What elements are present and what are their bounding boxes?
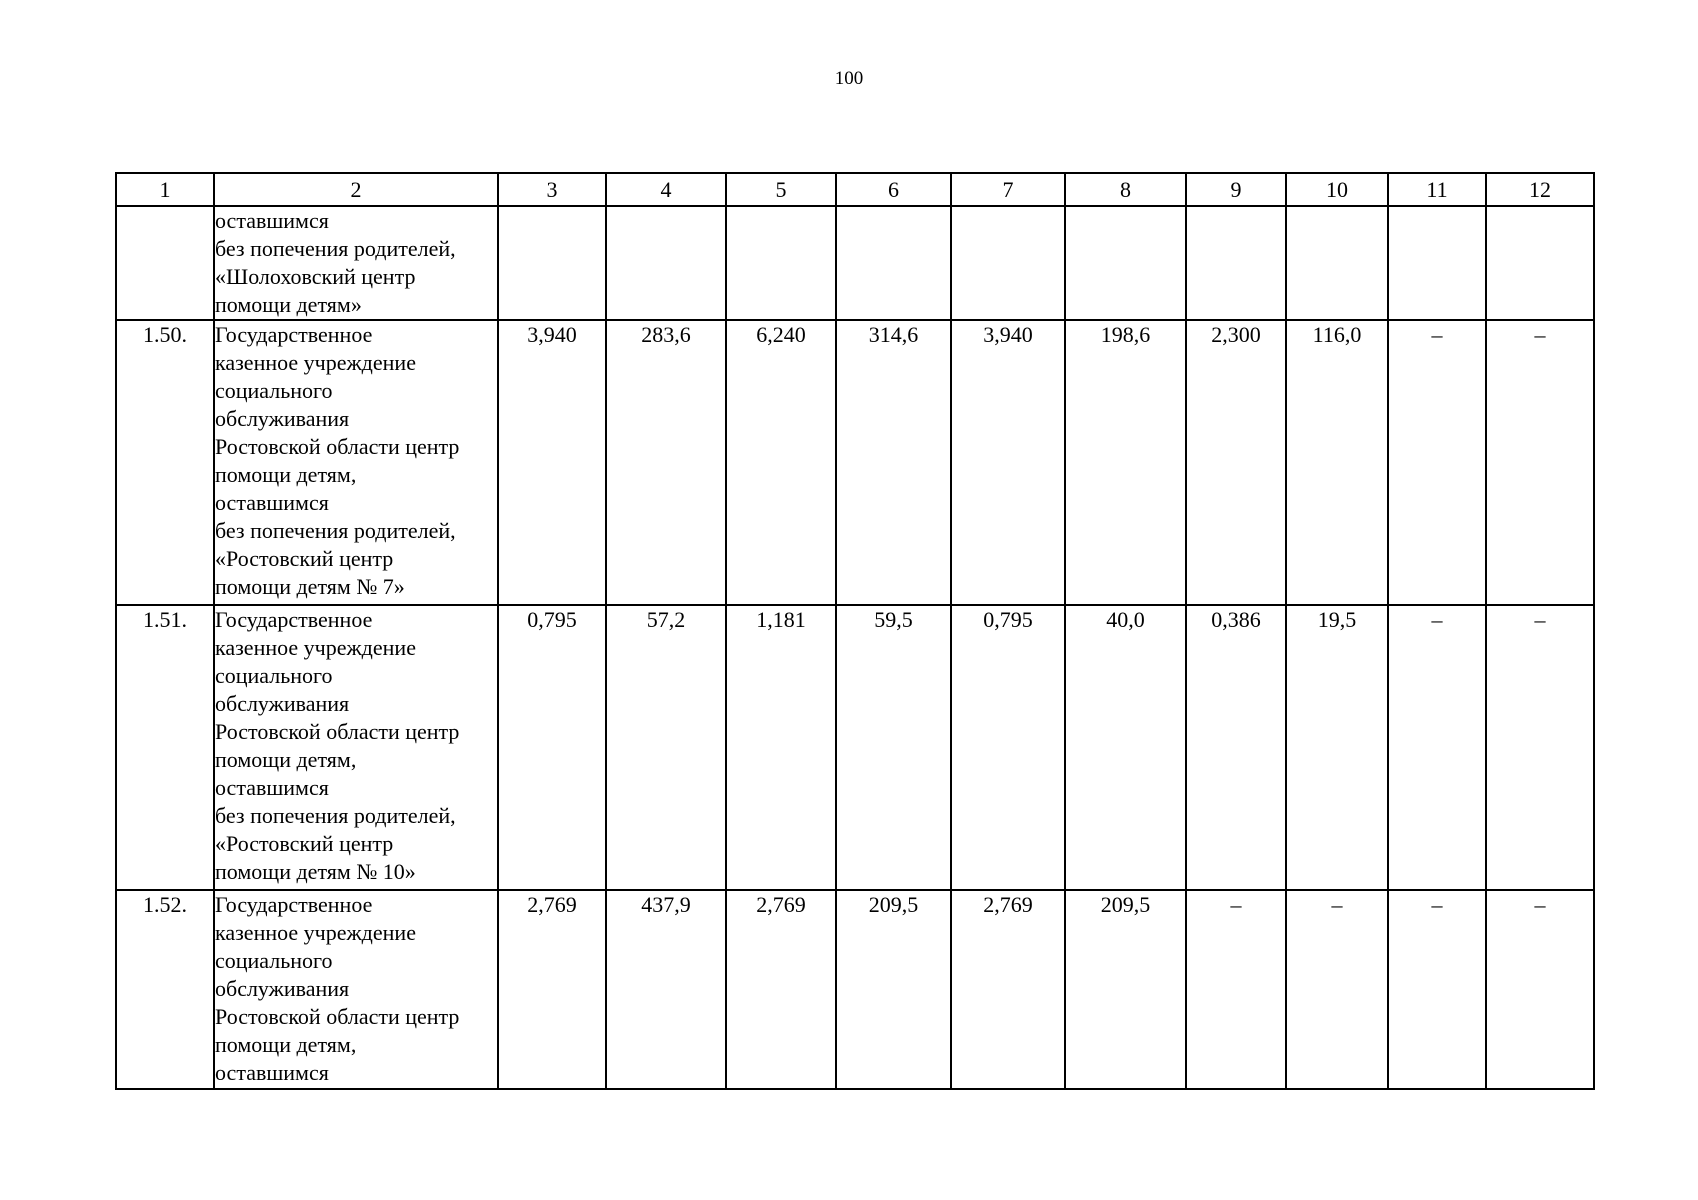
table-row bbox=[116, 890, 1594, 1089]
name-line: помощи детям, bbox=[215, 747, 357, 772]
institution-name bbox=[214, 206, 498, 320]
value-cell bbox=[1186, 206, 1286, 320]
name-line: Государственное bbox=[215, 322, 373, 347]
header-cell: 9 bbox=[1186, 173, 1286, 206]
value-cell bbox=[726, 206, 836, 320]
institution-name bbox=[214, 605, 498, 890]
name-line: помощи детям № 10» bbox=[215, 859, 416, 884]
header-cell: 5 bbox=[726, 173, 836, 206]
header-cell: 10 bbox=[1286, 173, 1388, 206]
value-cell: 19,5 bbox=[1286, 605, 1388, 890]
value-cell: 0,795 bbox=[498, 605, 606, 890]
header-cell: 7 bbox=[951, 173, 1065, 206]
name-line: казенное учреждение bbox=[215, 350, 416, 375]
name-line: обслуживания bbox=[215, 976, 350, 1001]
value-cell bbox=[606, 206, 726, 320]
name-line: без попечения родителей, bbox=[215, 236, 456, 261]
value-cell bbox=[951, 206, 1065, 320]
header-cell: 4 bbox=[606, 173, 726, 206]
name-line: Ростовской области центр bbox=[215, 434, 460, 459]
value-cell bbox=[1388, 206, 1486, 320]
name-line: оставшимся bbox=[215, 490, 329, 515]
name-line: социального bbox=[215, 378, 333, 403]
header-cell: 8 bbox=[1065, 173, 1186, 206]
name-line: Государственное bbox=[215, 607, 373, 632]
name-line: оставшимся bbox=[215, 208, 329, 233]
value-cell: 0,795 bbox=[951, 605, 1065, 890]
institution-name bbox=[214, 320, 498, 605]
name-line: Ростовской области центр bbox=[215, 719, 460, 744]
name-line: Государственное bbox=[215, 892, 373, 917]
row-number: 1.51. bbox=[116, 605, 214, 890]
data-table bbox=[115, 172, 1595, 1090]
table-row bbox=[116, 605, 1594, 890]
header-cell: 12 bbox=[1486, 173, 1594, 206]
header-row bbox=[116, 173, 1594, 206]
name-line: помощи детям» bbox=[215, 292, 362, 317]
value-cell: 314,6 bbox=[836, 320, 951, 605]
value-cell: – bbox=[1486, 605, 1594, 890]
value-cell: 209,5 bbox=[1065, 890, 1186, 1089]
value-cell: 6,240 bbox=[726, 320, 836, 605]
name-line: социального bbox=[215, 663, 333, 688]
name-line: помощи детям, bbox=[215, 462, 357, 487]
value-cell bbox=[836, 206, 951, 320]
name-line: помощи детям, bbox=[215, 1032, 357, 1057]
value-cell: – bbox=[1388, 605, 1486, 890]
name-line: обслуживания bbox=[215, 406, 350, 431]
value-cell: 59,5 bbox=[836, 605, 951, 890]
header-cell: 1 bbox=[116, 173, 214, 206]
table-row bbox=[116, 320, 1594, 605]
value-cell: 437,9 bbox=[606, 890, 726, 1089]
value-cell: – bbox=[1388, 320, 1486, 605]
value-cell: – bbox=[1186, 890, 1286, 1089]
name-line: без попечения родителей, bbox=[215, 803, 456, 828]
value-cell bbox=[1486, 206, 1594, 320]
page-number: 100 bbox=[834, 68, 864, 89]
value-cell: – bbox=[1286, 890, 1388, 1089]
header-cell: 11 bbox=[1388, 173, 1486, 206]
name-line: без попечения родителей, bbox=[215, 518, 456, 543]
row-number: 1.52. bbox=[116, 890, 214, 1089]
name-line: помощи детям № 7» bbox=[215, 574, 405, 599]
value-cell: 2,769 bbox=[951, 890, 1065, 1089]
name-line: Ростовской области центр bbox=[215, 1004, 460, 1029]
header-cell: 6 bbox=[836, 173, 951, 206]
value-cell bbox=[1286, 206, 1388, 320]
header-cell: 2 bbox=[214, 173, 498, 206]
name-line: обслуживания bbox=[215, 691, 350, 716]
value-cell: – bbox=[1486, 320, 1594, 605]
value-cell: 3,940 bbox=[951, 320, 1065, 605]
value-cell: 2,300 bbox=[1186, 320, 1286, 605]
value-cell: 209,5 bbox=[836, 890, 951, 1089]
value-cell: – bbox=[1486, 890, 1594, 1089]
row-number bbox=[116, 206, 214, 320]
value-cell: 1,181 bbox=[726, 605, 836, 890]
name-line: оставшимся bbox=[215, 775, 329, 800]
value-cell: 198,6 bbox=[1065, 320, 1186, 605]
value-cell: – bbox=[1388, 890, 1486, 1089]
value-cell: 283,6 bbox=[606, 320, 726, 605]
table-row bbox=[116, 206, 1594, 320]
name-line: казенное учреждение bbox=[215, 635, 416, 660]
name-line: социального bbox=[215, 948, 333, 973]
value-cell: 116,0 bbox=[1286, 320, 1388, 605]
value-cell bbox=[498, 206, 606, 320]
value-cell: 0,386 bbox=[1186, 605, 1286, 890]
institution-name bbox=[214, 890, 498, 1089]
name-line: «Ростовский центр bbox=[215, 546, 394, 571]
name-line: «Ростовский центр bbox=[215, 831, 394, 856]
header-cell: 3 bbox=[498, 173, 606, 206]
value-cell bbox=[1065, 206, 1186, 320]
value-cell: 2,769 bbox=[498, 890, 606, 1089]
value-cell: 3,940 bbox=[498, 320, 606, 605]
value-cell: 40,0 bbox=[1065, 605, 1186, 890]
row-number: 1.50. bbox=[116, 320, 214, 605]
name-line: оставшимся bbox=[215, 1060, 329, 1085]
name-line: казенное учреждение bbox=[215, 920, 416, 945]
value-cell: 2,769 bbox=[726, 890, 836, 1089]
name-line: «Шолоховский центр bbox=[215, 264, 416, 289]
value-cell: 57,2 bbox=[606, 605, 726, 890]
